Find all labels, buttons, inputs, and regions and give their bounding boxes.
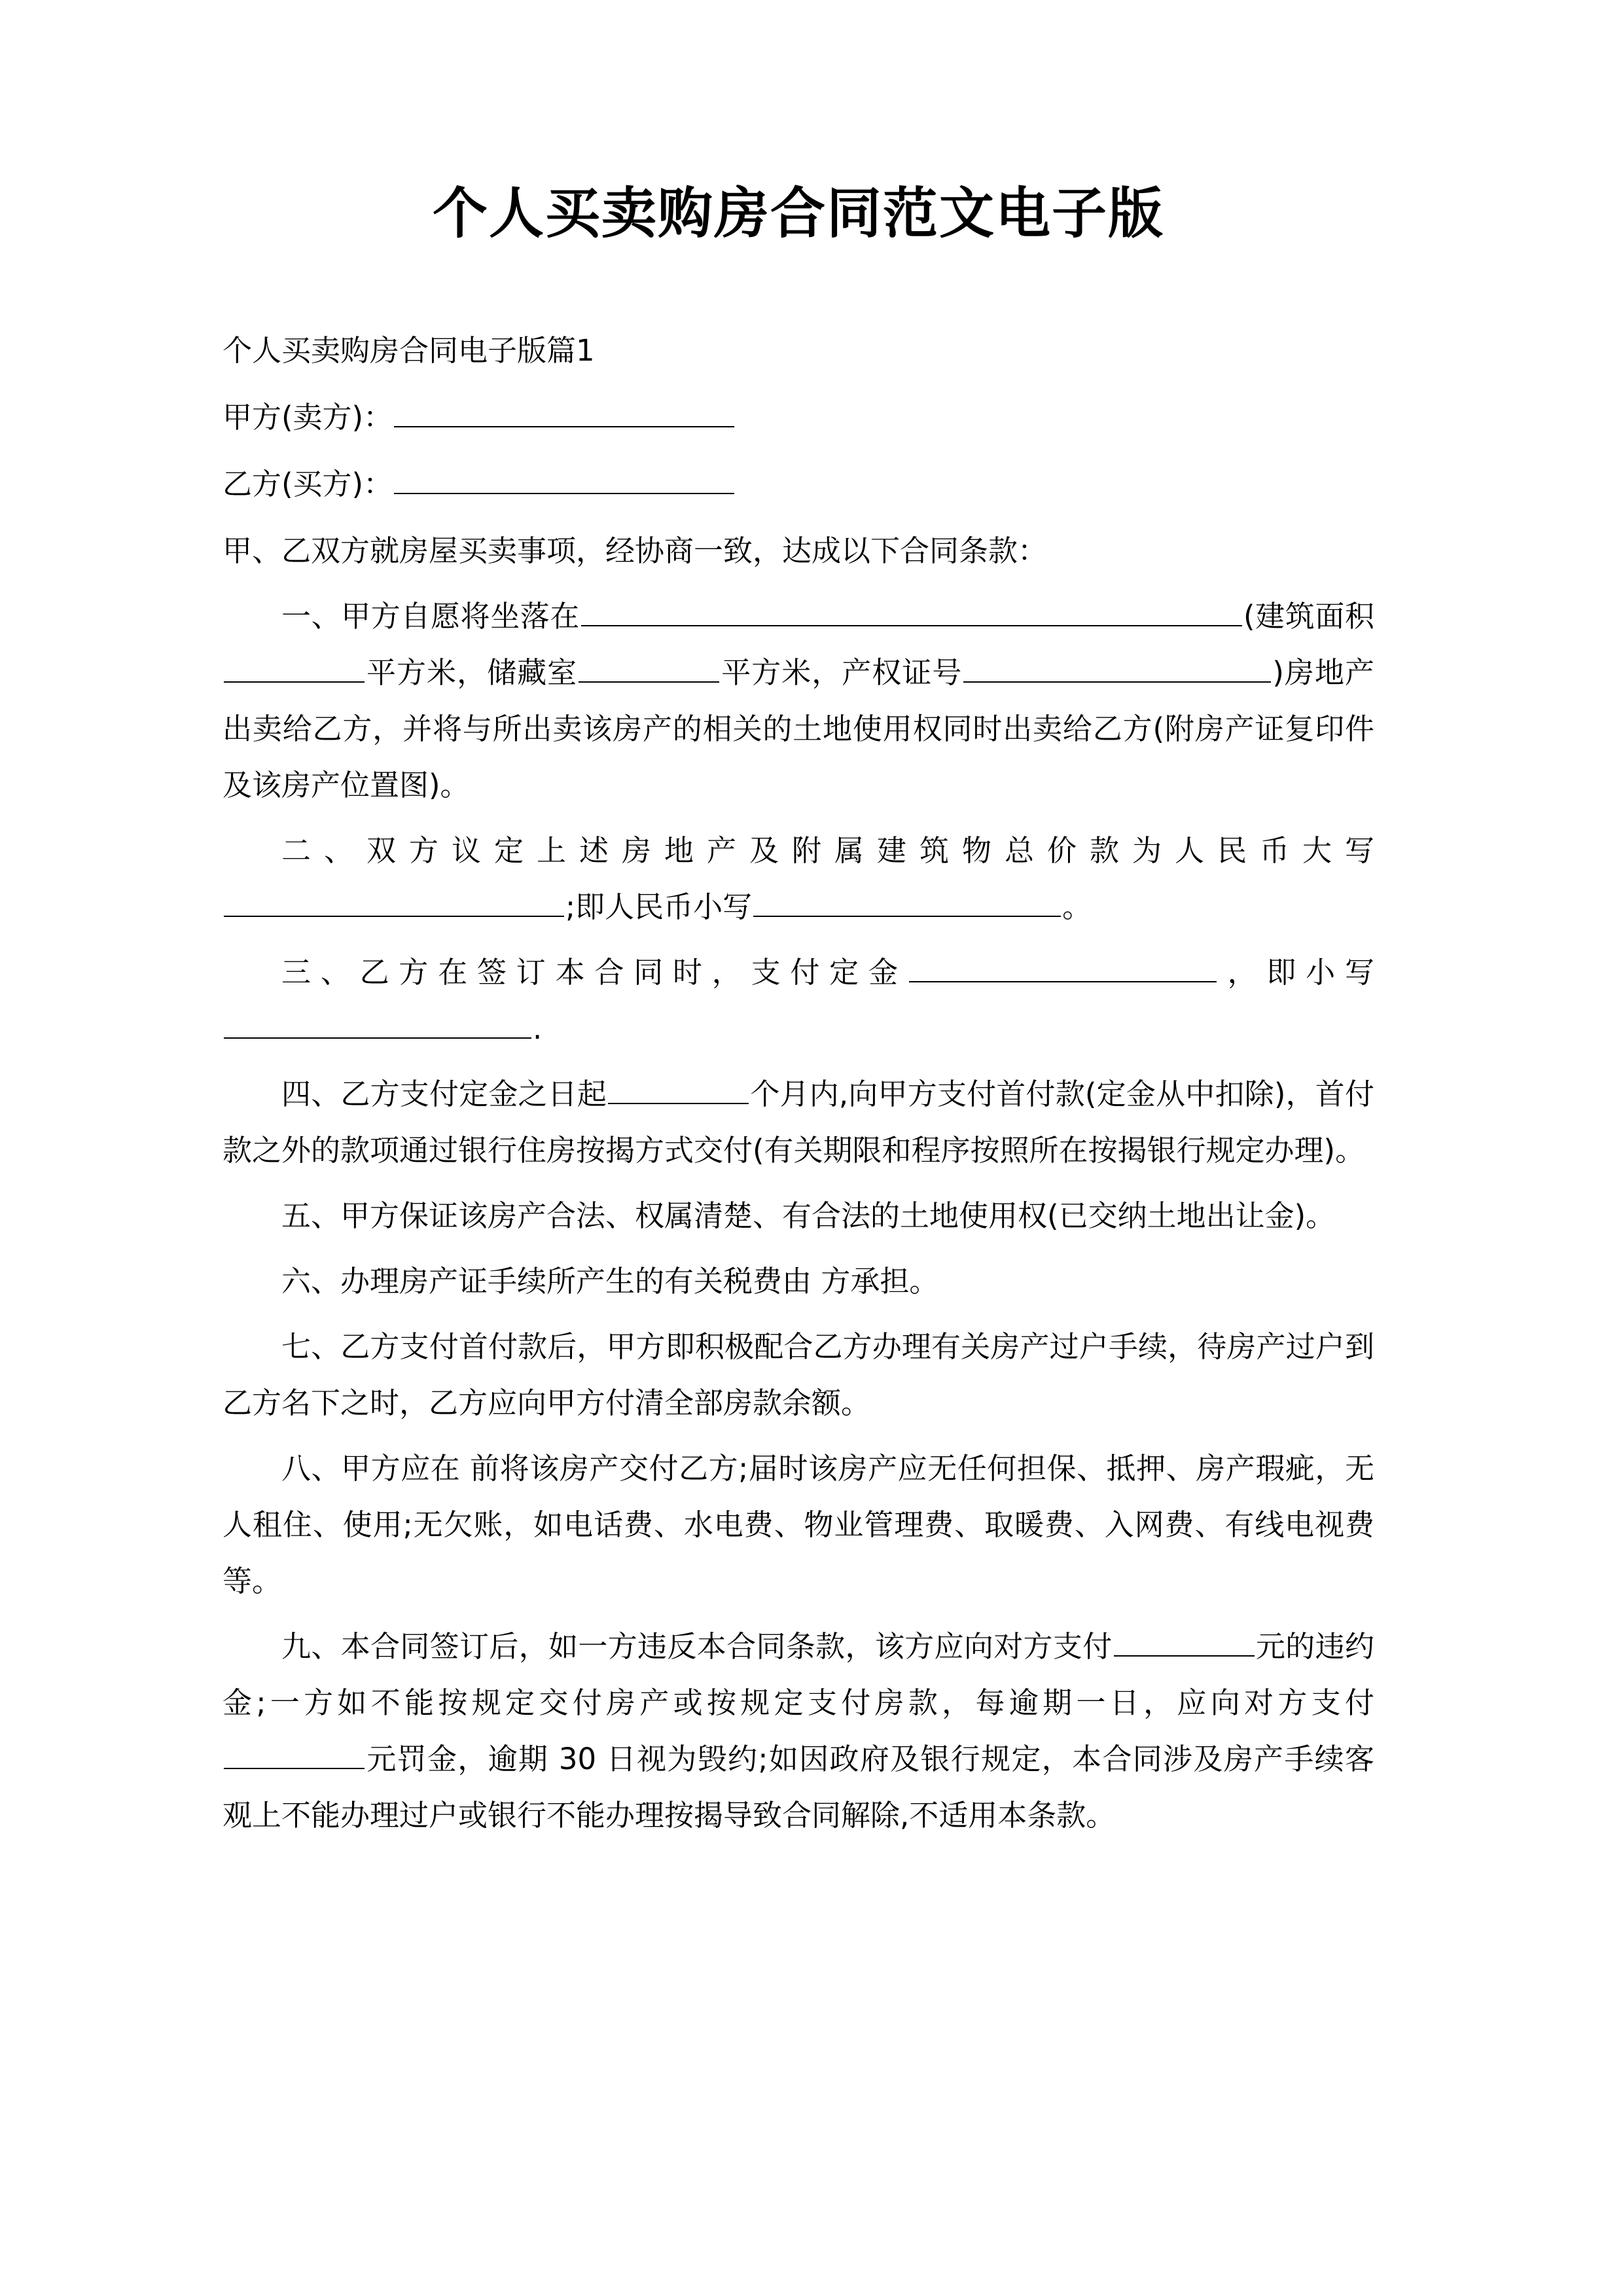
- clause-2-text-3: 。: [1062, 889, 1092, 924]
- clause-1-address-field[interactable]: [581, 592, 1242, 626]
- clause-5-number: 五、: [281, 1198, 341, 1233]
- document-body: [223, 323, 1374, 1844]
- clause-9-daily-fine-field[interactable]: [224, 1735, 365, 1769]
- clause-9-text-1: 本合同签订后，如一方违反本合同条款，该方应向对方支付: [340, 1628, 1113, 1664]
- clause-3-text-3: .: [533, 1011, 543, 1046]
- clause-3-text-2: ，即小写: [1217, 954, 1374, 990]
- clause-1: [223, 588, 1374, 814]
- clause-6-number: 六、: [281, 1263, 341, 1299]
- clause-1-area-field[interactable]: [224, 649, 365, 683]
- clause-4-number: 四、: [281, 1076, 341, 1111]
- clause-2-text-2: ;即人民币小写: [565, 889, 753, 924]
- clause-1-storage-field[interactable]: [579, 649, 719, 683]
- clause-8-number: 八、: [281, 1450, 342, 1486]
- party-b-field[interactable]: [394, 460, 734, 494]
- clause-9-penalty-field[interactable]: [1114, 1623, 1255, 1657]
- clause-1-number: 一、: [281, 598, 342, 634]
- clause-5-text: 甲方保证该房产合法、权属清楚、有合法的土地使用权(已交纳土地出让金)。: [340, 1198, 1336, 1233]
- clause-1-text-2: (建筑面积: [1243, 598, 1374, 634]
- clause-7: [223, 1319, 1374, 1431]
- clause-9: [223, 1619, 1374, 1844]
- clause-9-text-3: 元罚金，逾期 30 日视为毁约;如因政府及银行规定，本合同涉及房产手续客观上不能办理过户或银行不能办理按揭导致合同解除,不适用本条款。: [223, 1741, 1374, 1833]
- party-b-row: [223, 456, 1374, 512]
- clause-9-text-2: 元的违约金;一方如不能按规定交付房产或按规定支付房款，每逾期一日，应向对方支付: [223, 1628, 1374, 1720]
- clause-8-text: 甲方应在 前将该房产交付乙方;届时该房产应无任何担保、抵押、房产瑕疵，无人租住、使用;无欠账，如电话费、水电费、物业管理费、取暖费、入网费、有线电视费等。: [223, 1450, 1374, 1598]
- clause-8: [223, 1441, 1374, 1609]
- clause-6: [223, 1253, 1374, 1310]
- clause-1-cert-field[interactable]: [963, 649, 1271, 683]
- page-title: 个人买卖购房合同范文电子版: [432, 181, 1164, 245]
- party-a-field[interactable]: [394, 393, 734, 427]
- clause-1-text-4: 平方米，产权证号: [721, 655, 963, 690]
- clause-2-amount-words-field[interactable]: [224, 883, 564, 917]
- clause-6-text: 办理房产证手续所产生的有关税费由 方承担。: [340, 1263, 939, 1299]
- document-content: [223, 0, 1374, 1853]
- party-b-label: 乙方(买方)：: [223, 466, 393, 501]
- clause-1-text-5: )房地产出卖给乙方，并将与所出卖该房产的相关的土地使用权同时出卖给乙方(附房产证复印件及该房产位置图)。: [223, 655, 1374, 802]
- clause-7-number: 七、: [281, 1329, 341, 1364]
- clause-1-text-3: 平方米，储藏室: [366, 655, 578, 690]
- section-subheading: 个人买卖购房合同电子版篇1: [223, 332, 595, 368]
- clause-3-deposit-words-field[interactable]: [909, 948, 1217, 982]
- clause-9-number: 九、: [281, 1628, 341, 1664]
- clause-1-text-1: 甲方自愿将坐落在: [341, 598, 580, 634]
- clause-3-number: 三、: [281, 954, 360, 990]
- clause-4: [223, 1066, 1374, 1179]
- clause-3-deposit-digits-field[interactable]: [224, 1005, 531, 1039]
- preamble-paragraph: 甲、乙双方就房屋买卖事项，经协商一致，达成以下合同条款：: [223, 533, 1048, 568]
- clause-2-amount-digits-field[interactable]: [753, 883, 1061, 917]
- clause-4-months-field[interactable]: [608, 1070, 749, 1104]
- clause-2-number: 二、: [281, 833, 366, 868]
- clause-3: [223, 944, 1374, 1057]
- party-a-row: [223, 389, 1374, 446]
- clause-2-text-1: 双方议定上述房地产及附属建筑物总价款为人民币大写: [366, 833, 1374, 868]
- clause-3-text-1: 乙方在签订本合同时，支付定金: [359, 954, 908, 990]
- clause-7-text: 乙方支付首付款后，甲方即积极配合乙方办理有关房产过户手续，待房产过户到乙方名下之时，乙方应向甲方付清全部房款余额。: [223, 1329, 1374, 1420]
- party-a-label: 甲方(卖方)：: [223, 399, 393, 435]
- clause-5: [223, 1188, 1374, 1244]
- clause-4-text-2: 个月内,向甲方支付首付款(定金从中扣除)，首付款之外的款项通过银行住房按揭方式交付(有关期限和程序按照所在按揭银行规定办理)。: [223, 1076, 1374, 1168]
- clause-4-text-1: 乙方支付定金之日起: [340, 1076, 607, 1111]
- clause-2: [223, 823, 1374, 935]
